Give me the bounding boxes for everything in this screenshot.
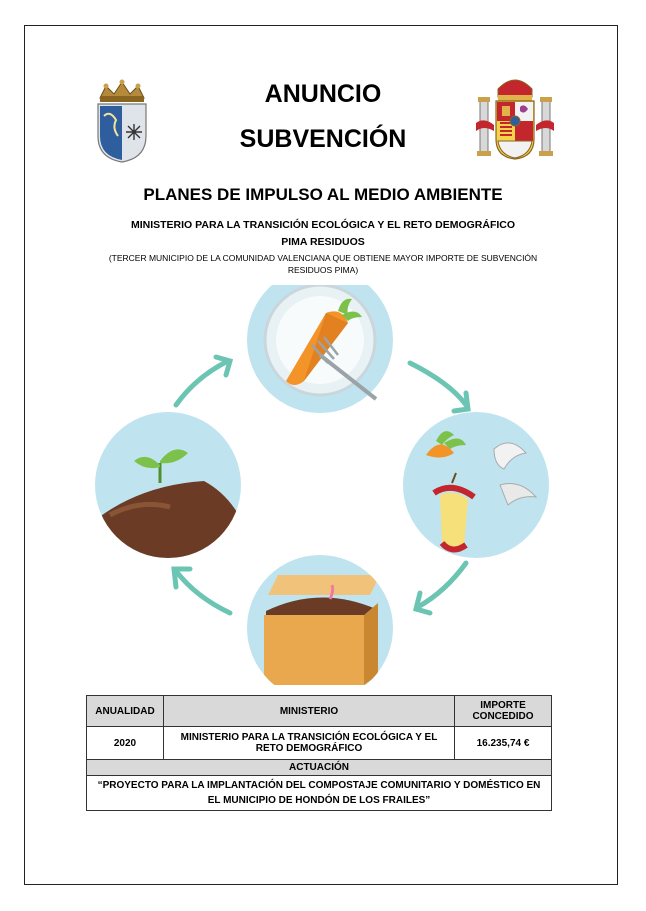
soil-plant-icon [94,412,244,565]
ministry-subheading: MINISTERIO PARA LA TRANSICIÓN ECOLÓGICA Y EL RETO DEMOGRÁFICO [130,219,516,231]
title-subvencion: SUBVENCIÓN [239,125,407,153]
main-heading: PLANES DE IMPULSO AL MEDIO AMBIENTE [143,185,503,204]
compost-cycle-illustration [80,285,570,685]
cell-amount: 16.235,74 € [455,727,552,760]
header-action: ACTUACIÓN [87,760,552,776]
ranking-note: (TERCER MUNICIPIO DE LA COMUNIDAD VALENCIANA QUE OBTIENE MAYOR IMPORTE DE SUBVENCIÓN RESIDUOS PIMA) [108,253,538,275]
compost-bin-icon [247,555,393,685]
cell-year: 2020 [87,727,164,760]
title-anuncio: ANUNCIO [264,80,382,108]
cell-ministry: MINISTERIO PARA LA TRANSICIÓN ECOLÓGICA Y EL RETO DEMOGRÁFICO [164,727,455,760]
header-amount: IMPORTE CONCEDIDO [455,696,552,727]
subsidy-table [86,695,552,811]
carrot-plate-icon [247,285,393,413]
header-ministry: MINISTERIO [164,696,455,727]
header-year: ANUALIDAD [87,696,164,727]
pima-subheading: PIMA RESIDUOS [281,236,365,248]
cell-action: “PROYECTO PARA LA IMPLANTACIÓN DEL COMPOSTAJE COMUNITARIO Y DOMÉSTICO EN EL MUNICIPIO DE HONDÓN DE LOS FRAILES” [87,776,552,811]
food-scraps-icon [403,412,549,558]
